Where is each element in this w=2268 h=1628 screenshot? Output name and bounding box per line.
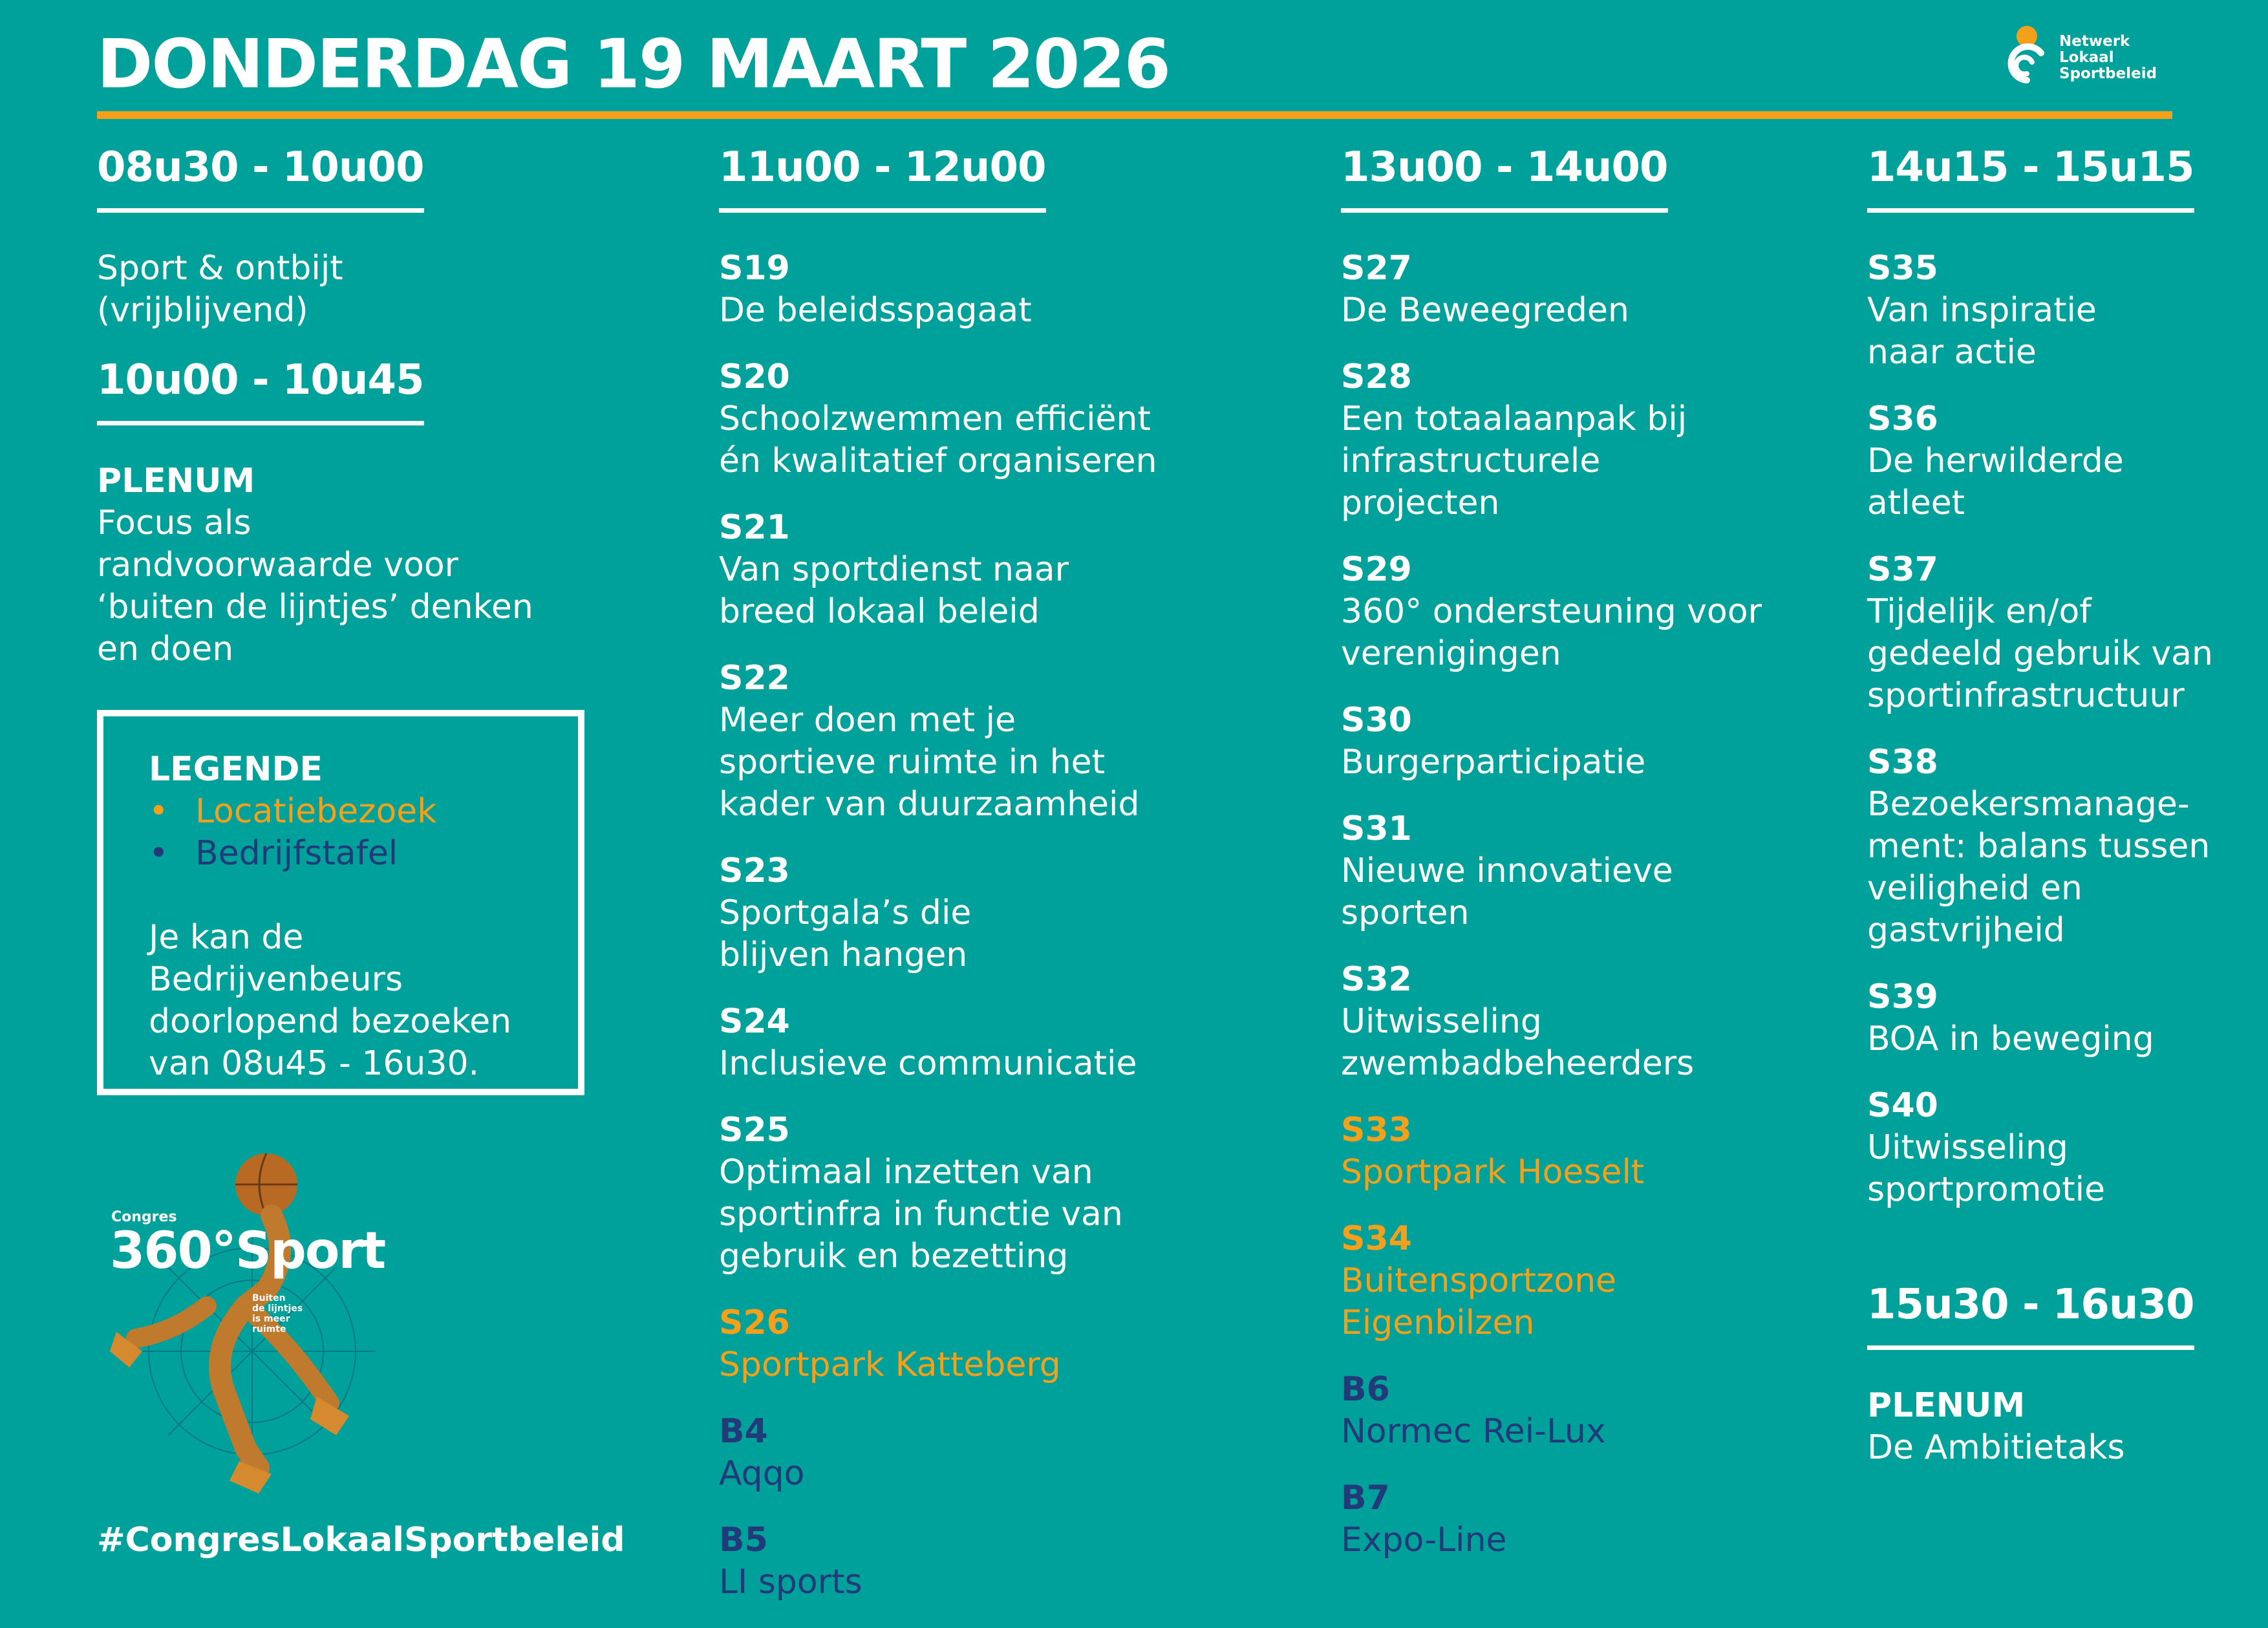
- session-title-line: Sportpark Hoeselt: [1341, 1153, 1645, 1192]
- session-title-line: blijven hangen: [719, 936, 968, 974]
- session-title-line: Buitensportzone: [1341, 1261, 1617, 1300]
- location-visit-item: [1341, 1218, 1762, 1344]
- session-title-line: Expo-Line: [1341, 1521, 1507, 1559]
- session-item: [719, 1001, 1157, 1085]
- session-title-line: Van inspiratie: [1867, 291, 2097, 330]
- session-code: S33: [1341, 1111, 1412, 1150]
- column-1300: [1341, 144, 1762, 1586]
- session-code: S40: [1867, 1086, 1938, 1125]
- session-code: S36: [1867, 400, 1938, 438]
- session-title-line: zwembadbeheerders: [1341, 1044, 1695, 1083]
- poster-tagline: Buiten de lijntjes is meer ruimte: [252, 1293, 303, 1334]
- session-title-line: Tijdelijk en/of: [1867, 592, 2091, 631]
- session-code: S19: [719, 249, 790, 288]
- closing-plenum-item: PLENUM De Ambitietaks: [1867, 1386, 2125, 1467]
- logo-icon: [2001, 25, 2053, 89]
- session-code: S37: [1867, 550, 1938, 589]
- session-title-line: ment: balans tussen: [1867, 827, 2210, 866]
- session-list-1100: [719, 248, 1157, 1603]
- session-title-line: sporten: [1341, 894, 1470, 932]
- time-slot-0830: 08u30 - 10u00: [97, 144, 424, 213]
- session-code: S28: [1341, 358, 1412, 396]
- legend-box: [97, 710, 584, 1095]
- session-title-line: De Beweegreden: [1341, 291, 1629, 330]
- session-title-line: LI sports: [719, 1563, 862, 1601]
- session-title-line: atleet: [1867, 484, 1965, 522]
- session-item: [719, 850, 1157, 976]
- time-slot-1100: 11u00 - 12u00: [719, 144, 1046, 213]
- session-title-line: gastvrijheid: [1867, 911, 2065, 950]
- session-item: [1341, 959, 1762, 1085]
- session-item: [1341, 356, 1762, 524]
- session-item: [719, 658, 1157, 826]
- session-code: S22: [719, 659, 790, 698]
- session-title-line: 360° ondersteuning voor: [1341, 592, 1762, 631]
- session-code: B7: [1341, 1479, 1390, 1517]
- netwerk-lokaal-sportbeleid-logo: [2001, 25, 2195, 89]
- session-code: S26: [719, 1303, 790, 1342]
- company-table-item: [719, 1519, 1157, 1603]
- poster-illustration: [97, 1144, 401, 1500]
- session-item: [719, 356, 1157, 482]
- session-title-line: Inclusieve communicatie: [719, 1044, 1137, 1083]
- session-item: [1341, 248, 1762, 332]
- title-divider: [97, 111, 2172, 119]
- company-table-item: [719, 1411, 1157, 1495]
- session-title-line: infrastructurele: [1341, 442, 1601, 480]
- column-morning: [97, 144, 533, 695]
- session-title-line: Uitwisseling: [1341, 1002, 1542, 1041]
- session-title-line: Sportpark Katteberg: [719, 1345, 1061, 1384]
- session-code: S25: [719, 1111, 790, 1150]
- session-item: [1867, 1085, 2213, 1211]
- session-code: S34: [1341, 1219, 1412, 1258]
- session-list-1300: [1341, 248, 1762, 1561]
- session-code: B6: [1341, 1370, 1390, 1409]
- legend-company-table: • Bedrijfstafel: [149, 834, 398, 873]
- time-slot-1530: 15u30 - 16u30: [1867, 1281, 2194, 1350]
- session-title-line: Van sportdienst naar: [719, 550, 1069, 589]
- session-item: [719, 248, 1157, 332]
- legend-location-visit: • Locatiebezoek: [149, 792, 437, 831]
- session-code: B4: [719, 1412, 768, 1451]
- session-title-line: BOA in beweging: [1867, 1020, 2154, 1058]
- session-item: [1867, 976, 2213, 1060]
- session-code: S38: [1867, 743, 1938, 782]
- poster-congres-label: Congres: [111, 1209, 177, 1225]
- session-item: [1341, 808, 1762, 934]
- logo-text: Netwerk Lokaal Sportbeleid: [2059, 33, 2157, 82]
- session-title-line: gedeeld gebruik van: [1867, 634, 2214, 673]
- session-title-line: Meer doen met je: [719, 701, 1016, 740]
- session-title-line: Een totaalaanpak bij: [1341, 400, 1687, 438]
- company-table-item: [1341, 1369, 1762, 1453]
- session-code: S20: [719, 358, 790, 396]
- session-title-line: breed lokaal beleid: [719, 592, 1040, 631]
- session-item: [719, 1109, 1157, 1278]
- session-code: S31: [1341, 809, 1412, 848]
- session-item: [719, 507, 1157, 633]
- time-slot-1300: 13u00 - 14u00: [1341, 144, 1668, 213]
- session-title-line: sportieve ruimte in het: [719, 743, 1106, 782]
- time-slot-1000: 10u00 - 10u45: [97, 356, 424, 425]
- session-title-line: Schoolzwemmen efficiënt: [719, 400, 1151, 438]
- legend-title: LEGENDE: [149, 750, 323, 789]
- session-code: S24: [719, 1002, 790, 1041]
- session-code: B5: [719, 1521, 768, 1559]
- session-title-line: kader van duurzaamheid: [719, 785, 1140, 824]
- session-title-line: én kwalitatief organiseren: [719, 442, 1157, 480]
- session-title-line: Nieuwe innovatieve: [1341, 851, 1673, 890]
- location-visit-item: [719, 1302, 1157, 1386]
- session-code: S23: [719, 851, 790, 890]
- session-item: [1867, 398, 2213, 524]
- hashtag: #CongresLokaalSportbeleid: [97, 1521, 625, 1559]
- time-slot-1415: 14u15 - 15u15: [1867, 144, 2194, 213]
- session-code: S32: [1341, 960, 1412, 999]
- session-title-line: verenigingen: [1341, 634, 1561, 673]
- legend-note: Je kan de Bedrijvenbeurs doorlopend bezoeken van 08u45 - 16u30.: [149, 918, 512, 1083]
- session-title-line: projecten: [1341, 484, 1500, 522]
- session-title-line: gebruik en bezetting: [719, 1237, 1069, 1276]
- session-title-line: Uitwisseling: [1867, 1128, 2068, 1167]
- session-code: S29: [1341, 550, 1412, 589]
- session-title-line: Bezoekersmanage-: [1867, 785, 2190, 824]
- session-item: [1867, 549, 2213, 717]
- poster-title: 360°Sport: [110, 1222, 385, 1280]
- breakfast-item: Sport & ontbijt (vrijblijvend): [97, 249, 343, 330]
- session-code: S35: [1867, 249, 1938, 288]
- session-title-line: Normec Rei-Lux: [1341, 1412, 1606, 1451]
- congres-poster: [97, 1144, 401, 1500]
- session-title-line: Eigenbilzen: [1341, 1303, 1535, 1342]
- session-title-line: naar actie: [1867, 333, 2037, 372]
- session-code: S21: [719, 508, 790, 547]
- column-1415: [1867, 144, 2213, 1494]
- session-title-line: Burgerparticipatie: [1341, 743, 1646, 782]
- page-title: DONDERDAG 19 MAART 2026: [97, 25, 1170, 103]
- session-code: S39: [1867, 978, 1938, 1016]
- session-title-line: sportinfra in functie van: [719, 1195, 1123, 1234]
- company-table-item: [1341, 1477, 1762, 1561]
- session-code: S27: [1341, 249, 1412, 288]
- column-1100: [719, 144, 1157, 1628]
- session-title-line: Sportgala’s die: [719, 894, 972, 932]
- session-list-1415: [1867, 248, 2213, 1211]
- session-code: S30: [1341, 701, 1412, 740]
- session-title-line: De herwilderde: [1867, 442, 2124, 480]
- session-title-line: Optimaal inzetten van: [719, 1153, 1093, 1192]
- session-title-line: veiligheid en: [1867, 869, 2082, 908]
- session-title-line: sportpromotie: [1867, 1170, 2106, 1209]
- session-item: [1341, 549, 1762, 675]
- session-item: [1867, 248, 2213, 374]
- session-item: [1341, 700, 1762, 784]
- session-title-line: De beleidsspagaat: [719, 291, 1032, 330]
- session-title-line: sportinfrastructuur: [1867, 676, 2185, 715]
- session-item: [1867, 742, 2213, 952]
- location-visit-item: [1341, 1109, 1762, 1194]
- plenum-item: PLENUM Focus als randvoorwaarde voor ‘buiten de lijntjes’ denken en doen: [97, 462, 533, 669]
- session-title-line: Aqqo: [719, 1454, 805, 1493]
